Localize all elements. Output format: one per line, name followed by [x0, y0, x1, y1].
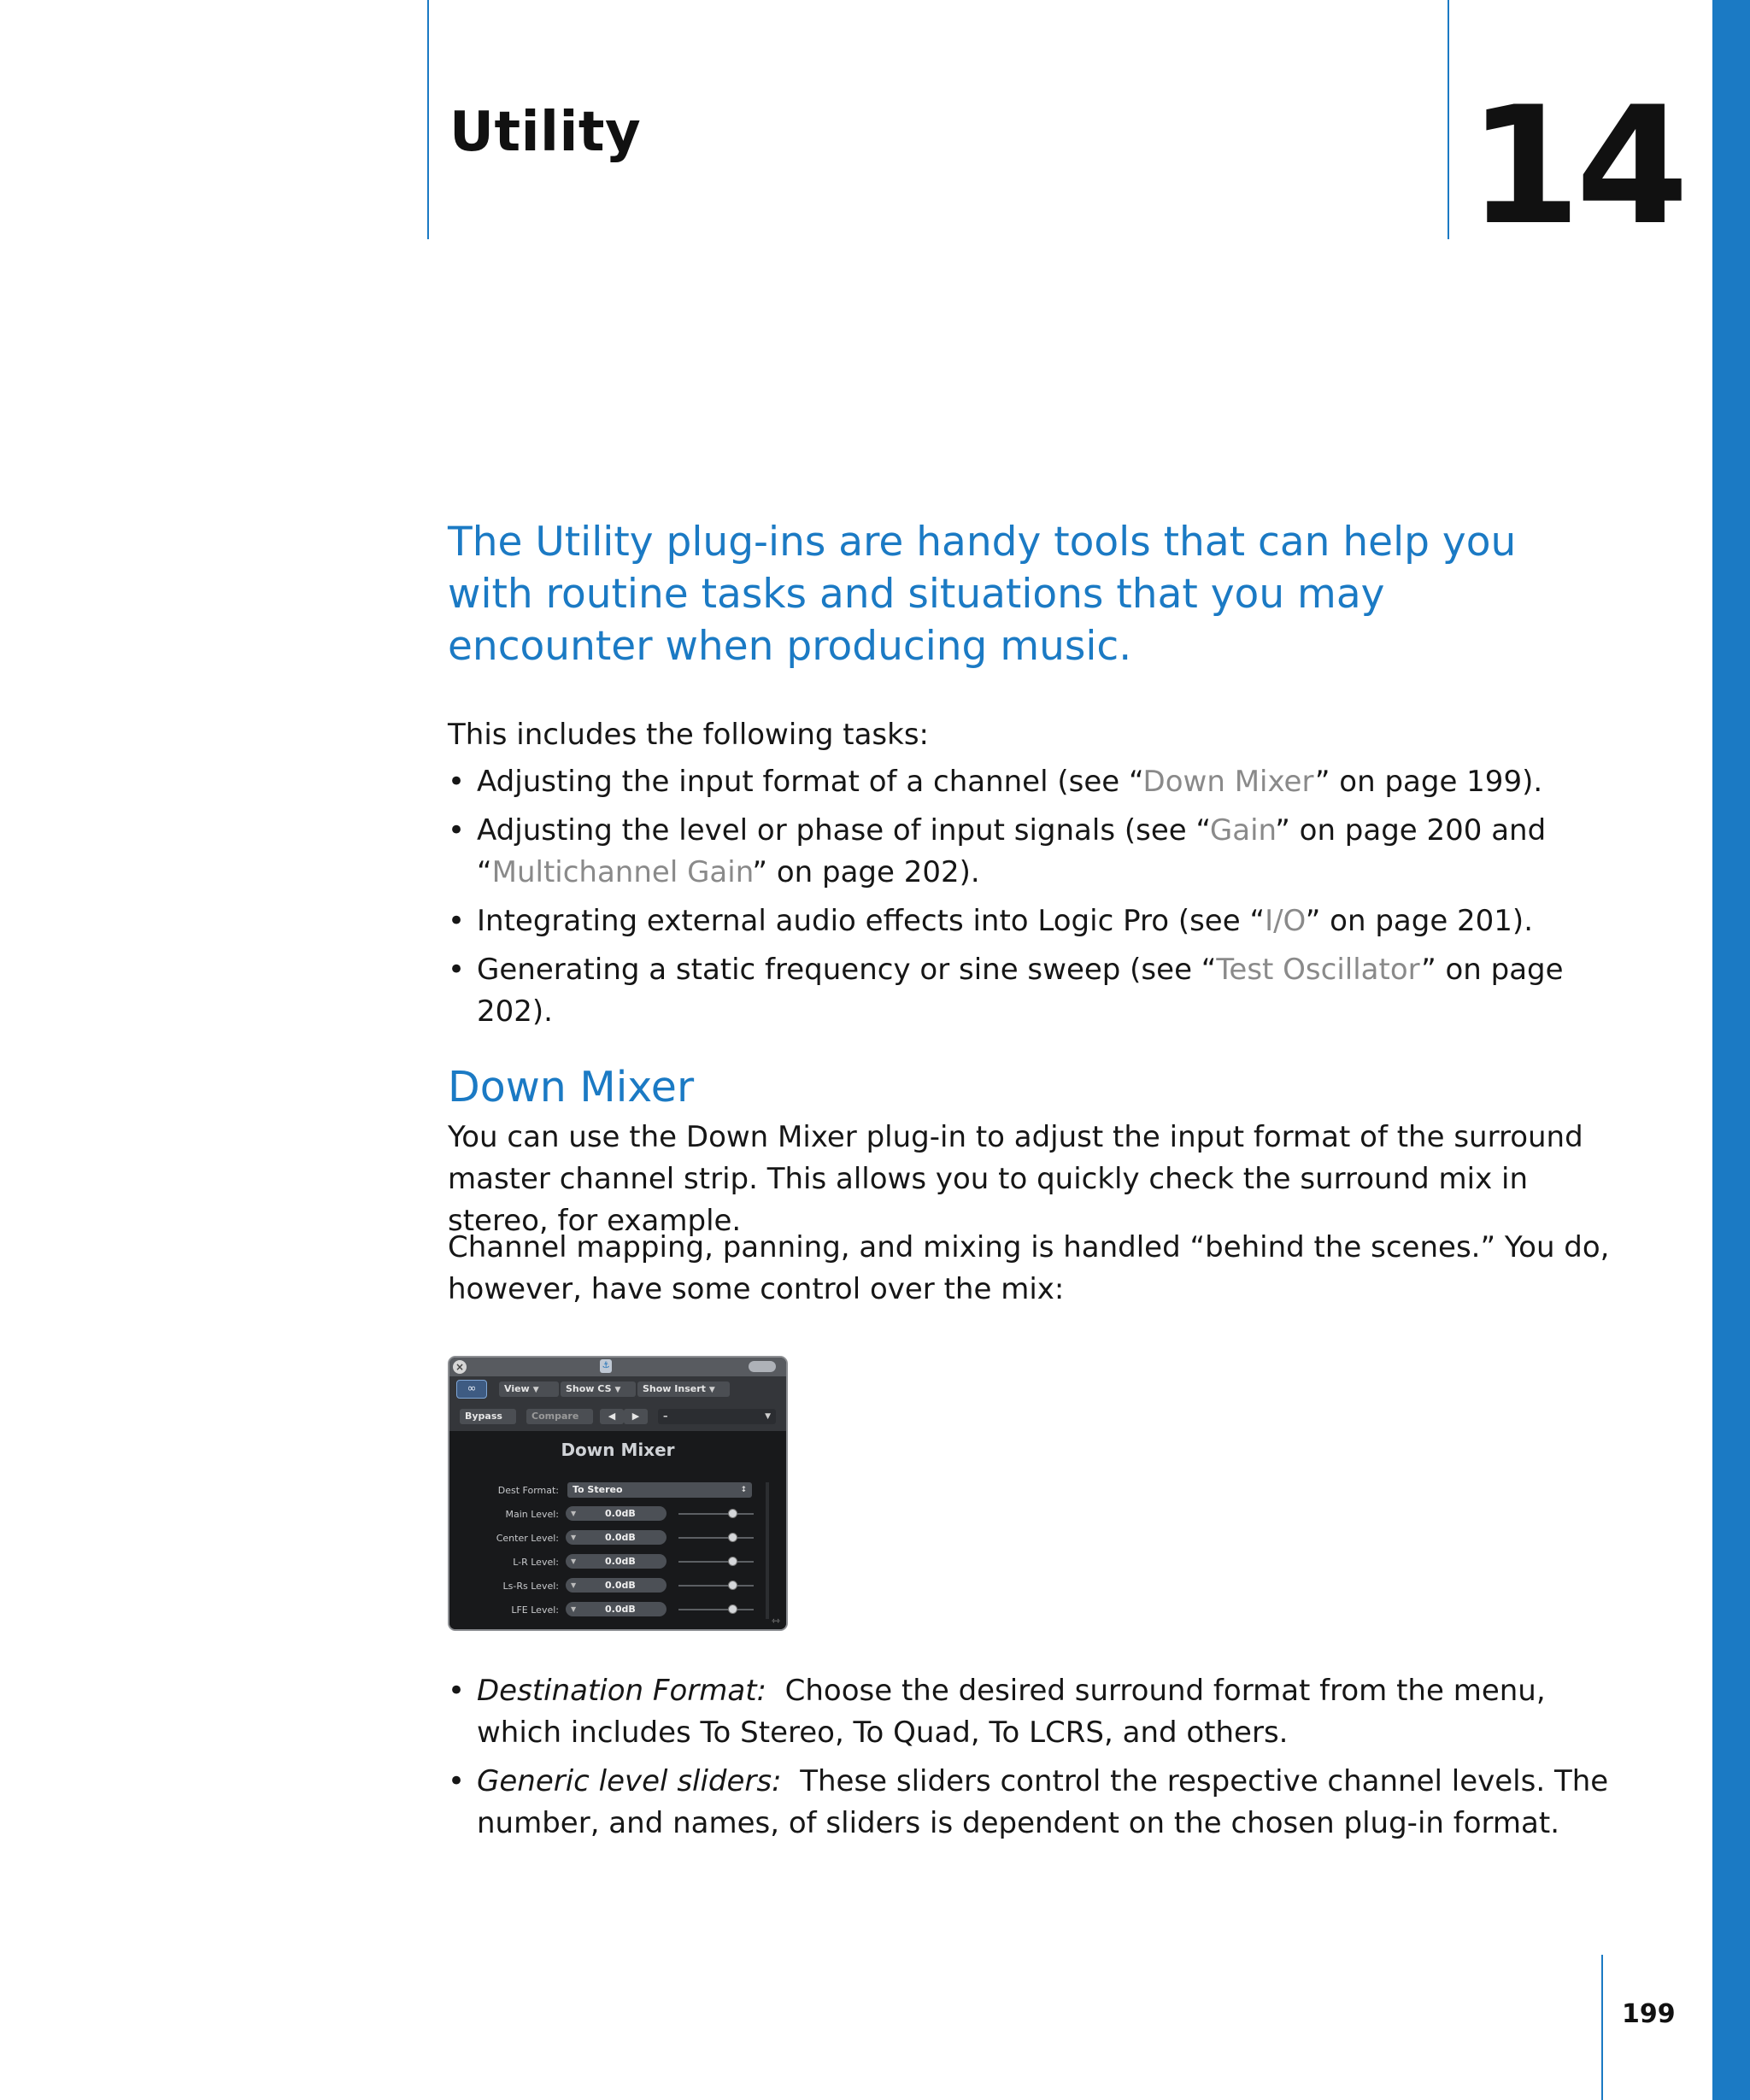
- main-level-slider-knob[interactable]: [728, 1509, 737, 1518]
- chapter-number: 14: [1468, 72, 1684, 261]
- header-rule-right: [1448, 0, 1449, 239]
- scrollbar[interactable]: [766, 1482, 769, 1619]
- chevron-down-icon: ▼: [571, 1605, 577, 1613]
- tasks-list: [448, 761, 1610, 1033]
- close-icon[interactable]: ×: [453, 1360, 467, 1374]
- chevron-down-icon: ▼: [571, 1510, 577, 1517]
- show-cs-menu-button[interactable]: Show CS ▼: [561, 1381, 636, 1397]
- tasks-block: [448, 714, 1610, 1040]
- header-rule-left: [427, 0, 429, 239]
- definitions-block: [448, 1670, 1610, 1851]
- pin-icon[interactable]: ⚓: [600, 1359, 612, 1373]
- lsrs-level-slider-knob[interactable]: [728, 1581, 737, 1590]
- link-multichannel-gain[interactable]: Multichannel Gain: [491, 855, 753, 889]
- toolbar-toggle-button[interactable]: [749, 1361, 776, 1372]
- list-item: • Generic level sliders: These sliders control the respective channel levels. The number, and names, of sliders is dependent on the chosen plug-in format.: [448, 1761, 1610, 1845]
- bypass-button[interactable]: Bypass: [460, 1409, 516, 1424]
- chevron-down-icon: ▼: [614, 1386, 621, 1394]
- section-paragraph-2: Channel mapping, panning, and mixing is handled “behind the scenes.” You do, however, have some control over the mix:: [448, 1230, 1610, 1306]
- lr-level-label: L-R Level:: [513, 1557, 559, 1568]
- lfe-level-slider-track[interactable]: [678, 1609, 754, 1610]
- compare-button[interactable]: Compare: [526, 1409, 593, 1424]
- list-item: • Adjusting the level or phase of input signals (see “Gain” on page 200 and “Multichannel Gain” on page 202).: [448, 810, 1610, 894]
- chevron-down-icon: ▼: [708, 1386, 715, 1394]
- link-gain[interactable]: Gain: [1209, 813, 1276, 848]
- chevron-down-icon: ▼: [765, 1412, 771, 1421]
- chevron-down-icon: ▼: [571, 1581, 577, 1589]
- tasks-heading: This includes the following tasks:: [448, 718, 929, 752]
- chevron-down-icon: ▼: [571, 1557, 577, 1565]
- chevron-down-icon: ▼: [532, 1386, 539, 1394]
- preset-menu[interactable]: – ▼: [658, 1409, 776, 1424]
- plugin-name: Down Mixer: [561, 1440, 675, 1460]
- link-down-mixer[interactable]: Down Mixer: [1142, 765, 1315, 799]
- footer-rule: [1601, 1955, 1603, 2100]
- lfe-level-value-field[interactable]: ▼ 0.0dB: [566, 1602, 667, 1616]
- lr-level-slider-track[interactable]: [678, 1561, 754, 1563]
- center-level-slider-track[interactable]: [678, 1537, 754, 1539]
- definition-term: Generic level sliders:: [477, 1764, 782, 1798]
- down-mixer-plugin-window: [448, 1356, 788, 1631]
- updown-icon: ↕: [740, 1486, 747, 1494]
- view-menu-button[interactable]: View ▼: [499, 1381, 559, 1397]
- lsrs-level-label: Ls-Rs Level:: [502, 1581, 559, 1592]
- lfe-level-slider-knob[interactable]: [728, 1604, 737, 1614]
- link-io[interactable]: I/O: [1265, 904, 1306, 938]
- next-preset-button[interactable]: ▶: [624, 1409, 648, 1424]
- lr-level-slider-knob[interactable]: [728, 1557, 737, 1566]
- plugin-toolbar: [449, 1376, 786, 1431]
- section-paragraph-1: You can use the Down Mixer plug-in to adjust the input format of the surround master channel strip. This allows you to quickly check the surround mix in stereo, for example.: [448, 1120, 1583, 1238]
- link-test-oscillator[interactable]: Test Oscillator: [1216, 953, 1422, 987]
- section-heading-down-mixer: Down Mixer: [448, 1063, 695, 1112]
- previous-preset-button[interactable]: ◀: [600, 1409, 624, 1424]
- chapter-edge-tab: [1712, 0, 1750, 2100]
- show-insert-menu-button[interactable]: Show Insert ▼: [637, 1381, 730, 1397]
- main-level-label: Main Level:: [505, 1509, 559, 1520]
- list-item: • Integrating external audio effects into Logic Pro (see “I/O” on page 201).: [448, 900, 1610, 942]
- main-level-value-field[interactable]: ▼ 0.0dB: [566, 1506, 667, 1521]
- definition-term: Destination Format:: [477, 1674, 766, 1708]
- list-item: • Adjusting the input format of a channel (see “Down Mixer” on page 199).: [448, 761, 1610, 803]
- dest-format-select[interactable]: To Stereo ↕: [567, 1482, 752, 1498]
- lr-level-value-field[interactable]: ▼ 0.0dB: [566, 1554, 667, 1569]
- plugin-titlebar[interactable]: [449, 1358, 786, 1377]
- lsrs-level-slider-track[interactable]: [678, 1585, 754, 1587]
- link-icon[interactable]: ∞: [456, 1380, 487, 1399]
- chapter-title: Utility: [449, 101, 642, 164]
- list-item: • Generating a static frequency or sine sweep (see “Test Oscillator” on page 202).: [448, 949, 1610, 1033]
- chapter-intro: The Utility plug-ins are handy tools that can help you with routine tasks and situations that you may encounter when producing music.: [448, 519, 1517, 670]
- lfe-level-label: LFE Level:: [511, 1604, 559, 1616]
- center-level-label: Center Level:: [496, 1533, 559, 1544]
- page-number: 199: [1622, 1999, 1676, 2029]
- lsrs-level-value-field[interactable]: ▼ 0.0dB: [566, 1578, 667, 1593]
- plugin-body: [449, 1431, 786, 1629]
- list-item: • Destination Format: Choose the desired surround format from the menu, which includes To Stereo, To Quad, To LCRS, and others.: [448, 1670, 1610, 1754]
- definitions-list: [448, 1670, 1610, 1845]
- chevron-down-icon: ▼: [571, 1534, 577, 1541]
- main-level-slider-track[interactable]: [678, 1513, 754, 1515]
- dest-format-label: Dest Format:: [497, 1485, 559, 1496]
- resize-grip-icon[interactable]: ⇿: [772, 1615, 781, 1627]
- center-level-slider-knob[interactable]: [728, 1533, 737, 1542]
- center-level-value-field[interactable]: ▼ 0.0dB: [566, 1530, 667, 1545]
